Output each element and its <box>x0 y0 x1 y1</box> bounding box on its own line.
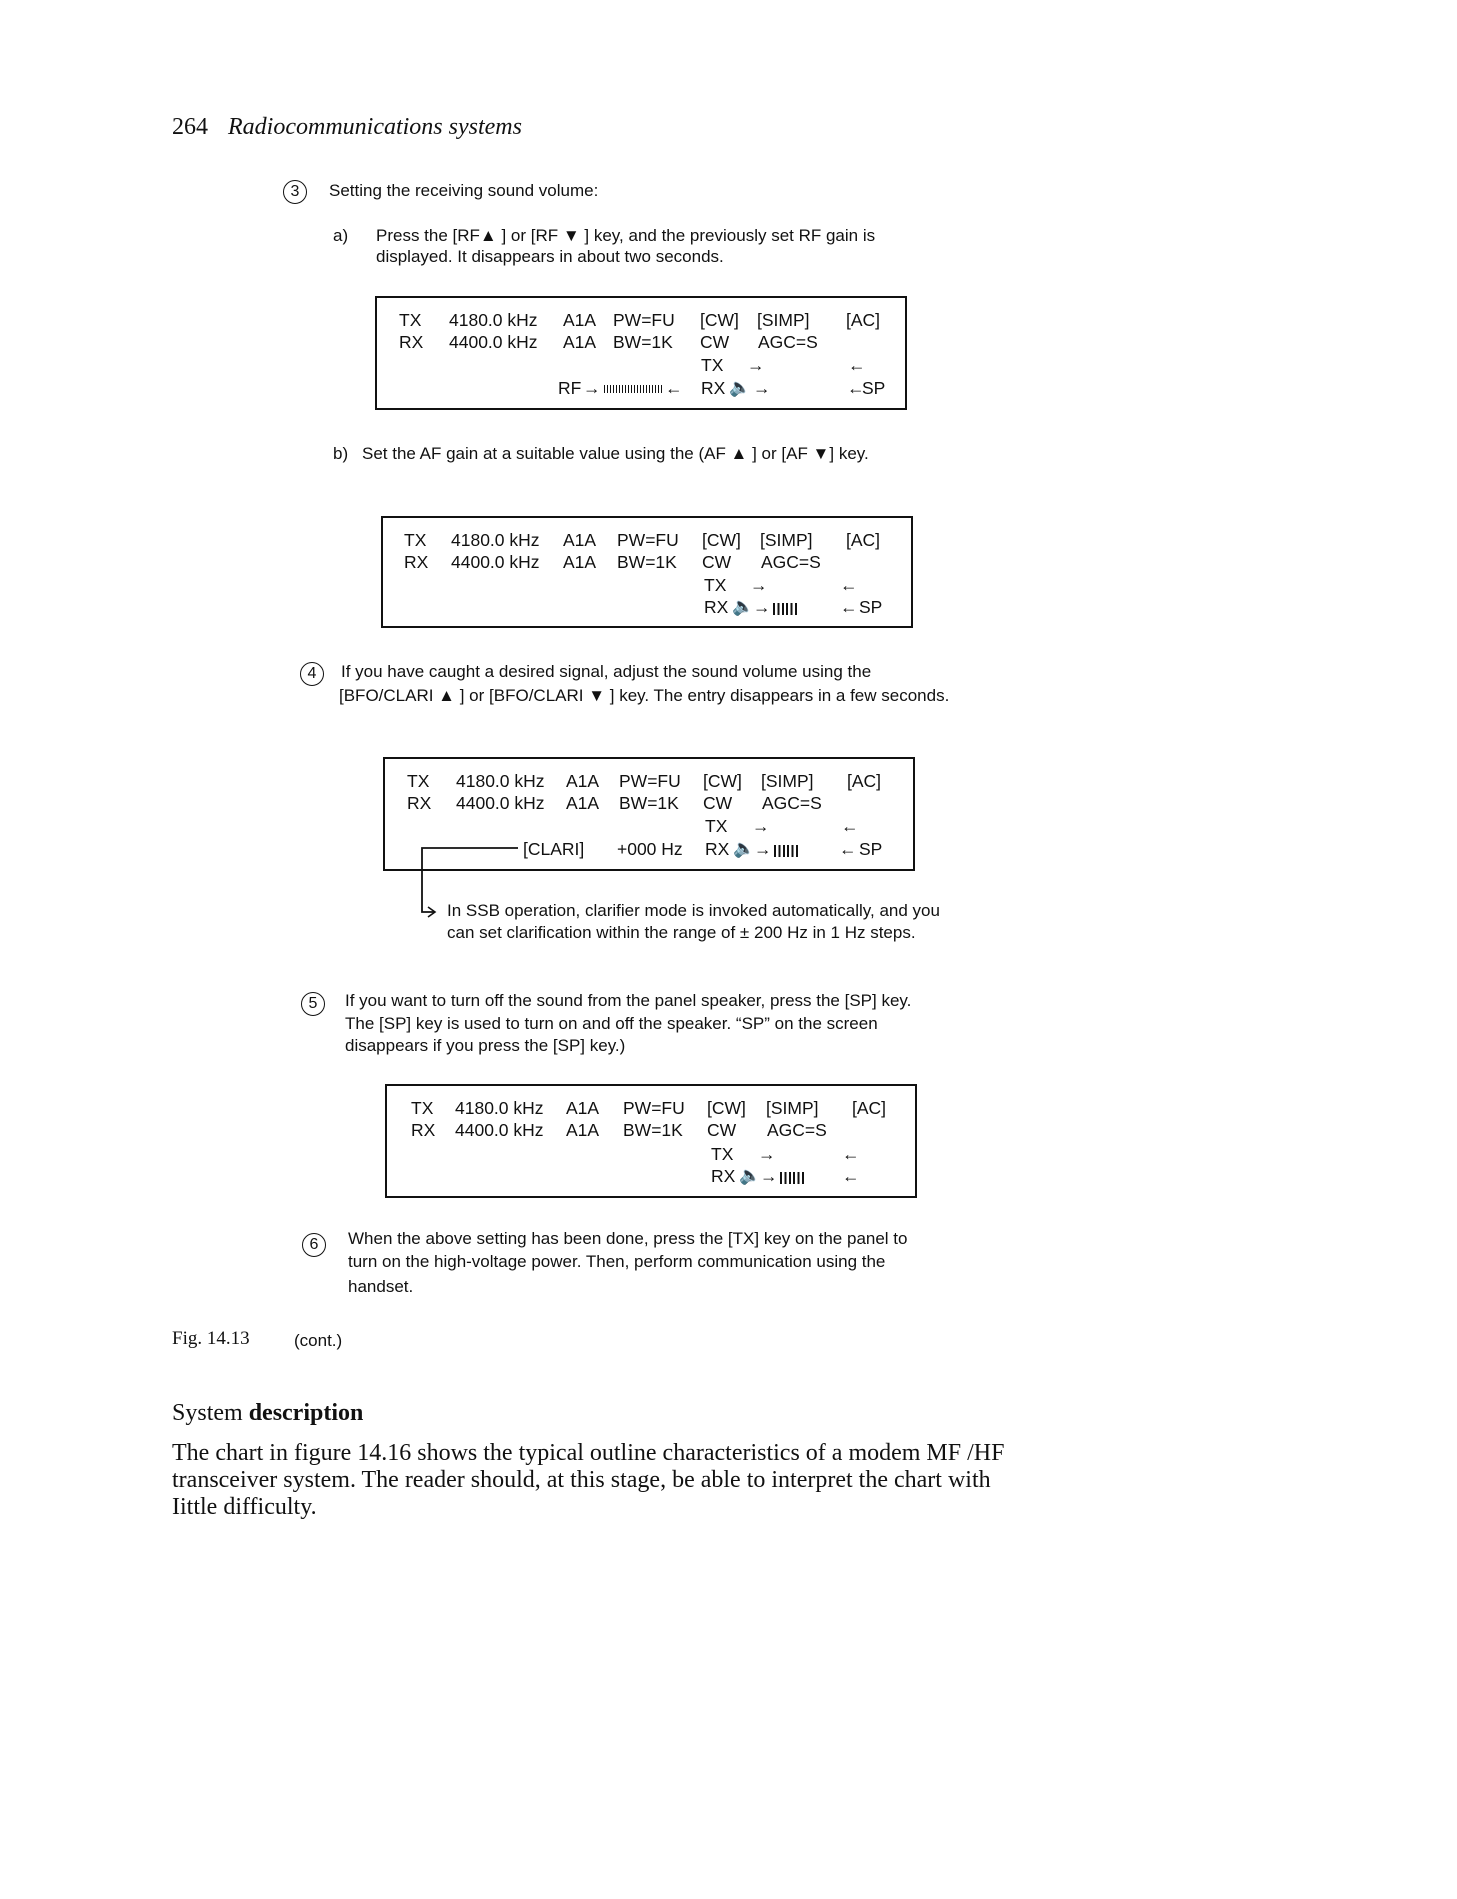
clari-value: +000 Hz <box>617 839 683 859</box>
tx-mode: A1A <box>566 771 600 791</box>
display-screen-af-gain <box>381 516 913 628</box>
rx-label: RX <box>411 1120 436 1140</box>
running-title: Radiocommunications systems <box>228 114 522 140</box>
tx-meter-label: TX <box>704 575 727 595</box>
step-3a-line1: Press the [RF▲ ] or [RF ▼ ] key, and the previously set RF gain is <box>376 226 876 245</box>
sp-indicator: SP <box>862 378 886 398</box>
tx-frequency: 4180.0 kHz <box>451 530 540 550</box>
agc-setting: AGC=S <box>767 1120 827 1140</box>
step-4-number: 4 <box>300 662 324 686</box>
tx-meter-label: TX <box>711 1144 734 1164</box>
af-gain-bargraph <box>774 840 800 861</box>
sp-indicator: SP <box>859 597 883 617</box>
tx-frequency: 4180.0 kHz <box>455 1098 544 1118</box>
ac-label: [AC] <box>852 1098 887 1118</box>
rx-frequency: 4400.0 kHz <box>449 332 538 352</box>
cw-label: CW <box>703 793 733 813</box>
tx-arrow-left: ← <box>841 816 859 836</box>
display-screen-rf-gain <box>375 296 907 410</box>
step-5-line1: If you want to turn off the sound from the panel speaker, press the [SP] key. <box>345 991 912 1010</box>
clari-note-line1: In SSB operation, clarifier mode is invoked automatically, and you <box>447 901 940 920</box>
power-setting: PW=FU <box>619 771 681 791</box>
ac-label: [AC] <box>846 530 881 550</box>
rx-frequency: 4400.0 kHz <box>456 793 545 813</box>
section-heading-bold: description <box>248 1400 364 1426</box>
page-number: 264 <box>172 114 208 140</box>
simp-label: [SIMP] <box>766 1098 819 1118</box>
tx-label: TX <box>407 771 430 791</box>
step-6-line2: turn on the high-voltage power. Then, perform communication using the <box>348 1252 886 1271</box>
speaker-icon: 🔈 <box>739 1165 761 1185</box>
tx-arrow-left: ← <box>840 575 858 595</box>
rx-arrow-right: → <box>753 597 771 617</box>
tx-arrow-right: → <box>752 816 770 836</box>
tx-arrow-right: → <box>750 575 768 595</box>
step-5-number: 5 <box>301 992 325 1016</box>
sp-indicator: SP <box>859 839 883 859</box>
speaker-icon: 🔈 <box>733 838 755 858</box>
cw-label: CW <box>700 332 730 352</box>
tx-arrow-left: ← <box>848 355 866 375</box>
rx-label: RX <box>399 332 424 352</box>
rx-arrow-right: → <box>760 1166 778 1186</box>
tx-label: TX <box>411 1098 434 1118</box>
rx-arrow-right: → <box>754 839 772 859</box>
bandwidth-setting: BW=1K <box>623 1120 683 1140</box>
tx-meter-label: TX <box>705 816 728 836</box>
agc-setting: AGC=S <box>762 793 822 813</box>
simp-label: [SIMP] <box>761 771 814 791</box>
step-4-line2: [BFO/CLARI ▲ ] or [BFO/CLARI ▼ ] key. The entry disappears in a few seconds. <box>339 686 950 705</box>
cw-label: CW <box>702 552 732 572</box>
step-3-number: 3 <box>283 180 307 204</box>
rx-frequency: 4400.0 kHz <box>451 552 540 572</box>
rf-gain-label: RF <box>558 378 582 398</box>
rx-mode: A1A <box>566 1120 600 1140</box>
clari-note-line2: can set clarification within the range of ± 200 Hz in 1 Hz steps. <box>447 923 916 942</box>
page-header <box>172 114 522 141</box>
rx-meter-label: RX <box>711 1166 736 1186</box>
step-6-number: 6 <box>302 1233 326 1257</box>
step-5-line3: disappears if you press the [SP] key.) <box>345 1036 626 1055</box>
cw-bracket: [CW] <box>707 1098 746 1118</box>
sp-arrow-left: ← <box>842 1166 860 1186</box>
rx-mode: A1A <box>563 332 597 352</box>
step-6-line1: When the above setting has been done, press the [TX] key on the panel to <box>348 1229 908 1248</box>
paragraph-line-1: The chart in figure 14.16 shows the typical outline characteristics of a modem MF /HF <box>172 1440 1005 1466</box>
tx-meter-label: TX <box>701 355 724 375</box>
tx-frequency: 4180.0 kHz <box>456 771 545 791</box>
speaker-icon: 🔈 <box>729 377 751 397</box>
step-3a-line2: displayed. It disappears in about two seconds. <box>376 247 724 266</box>
rx-label: RX <box>407 793 432 813</box>
sp-arrow-left: ← <box>840 597 858 617</box>
tx-mode: A1A <box>563 310 597 330</box>
step-3b-text: Set the AF gain at a suitable value using the (AF ▲ ] or [AF ▼] key. <box>362 444 869 463</box>
tx-label: TX <box>404 530 427 550</box>
agc-setting: AGC=S <box>758 332 818 352</box>
tx-arrow-right: → <box>747 355 765 375</box>
bandwidth-setting: BW=1K <box>617 552 677 572</box>
rx-meter-label: RX <box>705 839 730 859</box>
section-heading <box>172 1400 363 1427</box>
rf-arrow-right: → <box>583 378 601 398</box>
rf-arrow-left: ← <box>665 378 683 398</box>
rx-arrow-right: → <box>753 378 771 398</box>
simp-label: [SIMP] <box>757 310 810 330</box>
bandwidth-setting: BW=1K <box>613 332 673 352</box>
step-5-line2: The [SP] key is used to turn on and off the speaker. “SP” on the screen <box>345 1014 878 1033</box>
tx-label: TX <box>399 310 422 330</box>
cw-bracket: [CW] <box>700 310 739 330</box>
rf-gain-bargraph <box>604 378 662 399</box>
step-3a-label: a) <box>333 226 349 245</box>
rx-meter-label: RX <box>701 378 726 398</box>
sp-arrow-left: ← <box>839 839 857 859</box>
step-3-title: Setting the receiving sound volume: <box>329 181 599 200</box>
rx-mode: A1A <box>563 552 597 572</box>
figure-label: Fig. 14.13 <box>172 1328 250 1349</box>
paragraph-line-3: Iittle difficulty. <box>172 1494 317 1520</box>
af-gain-bargraph <box>780 1167 806 1188</box>
tx-frequency: 4180.0 kHz <box>449 310 538 330</box>
step-4-line1: If you have caught a desired signal, adjust the sound volume using the <box>341 662 872 681</box>
rx-label: RX <box>404 552 429 572</box>
rx-meter-label: RX <box>704 597 729 617</box>
step-6-line3: handset. <box>348 1277 414 1296</box>
display-screen-speaker-off <box>385 1084 917 1198</box>
step-3b-label: b) <box>333 444 349 463</box>
power-setting: PW=FU <box>623 1098 685 1118</box>
cw-bracket: [CW] <box>702 530 741 550</box>
sp-arrow-left: ← <box>847 378 865 398</box>
tx-arrow-right: → <box>758 1144 776 1164</box>
af-gain-bargraph <box>773 598 799 619</box>
cw-label: CW <box>707 1120 737 1140</box>
cw-bracket: [CW] <box>703 771 742 791</box>
ac-label: [AC] <box>846 310 881 330</box>
figure-continued: (cont.) <box>294 1331 343 1350</box>
tx-mode: A1A <box>563 530 597 550</box>
section-heading-plain: System <box>172 1400 249 1426</box>
rx-frequency: 4400.0 kHz <box>455 1120 544 1140</box>
tx-arrow-left: ← <box>842 1144 860 1164</box>
bandwidth-setting: BW=1K <box>619 793 679 813</box>
clari-label: [CLARI] <box>523 839 585 859</box>
power-setting: PW=FU <box>617 530 679 550</box>
agc-setting: AGC=S <box>761 552 821 572</box>
tx-mode: A1A <box>566 1098 600 1118</box>
power-setting: PW=FU <box>613 310 675 330</box>
paragraph-line-2: transceiver system. The reader should, at this stage, be able to interpret the chart with <box>172 1467 991 1493</box>
simp-label: [SIMP] <box>760 530 813 550</box>
ac-label: [AC] <box>847 771 882 791</box>
speaker-icon: 🔈 <box>732 596 754 616</box>
rx-mode: A1A <box>566 793 600 813</box>
